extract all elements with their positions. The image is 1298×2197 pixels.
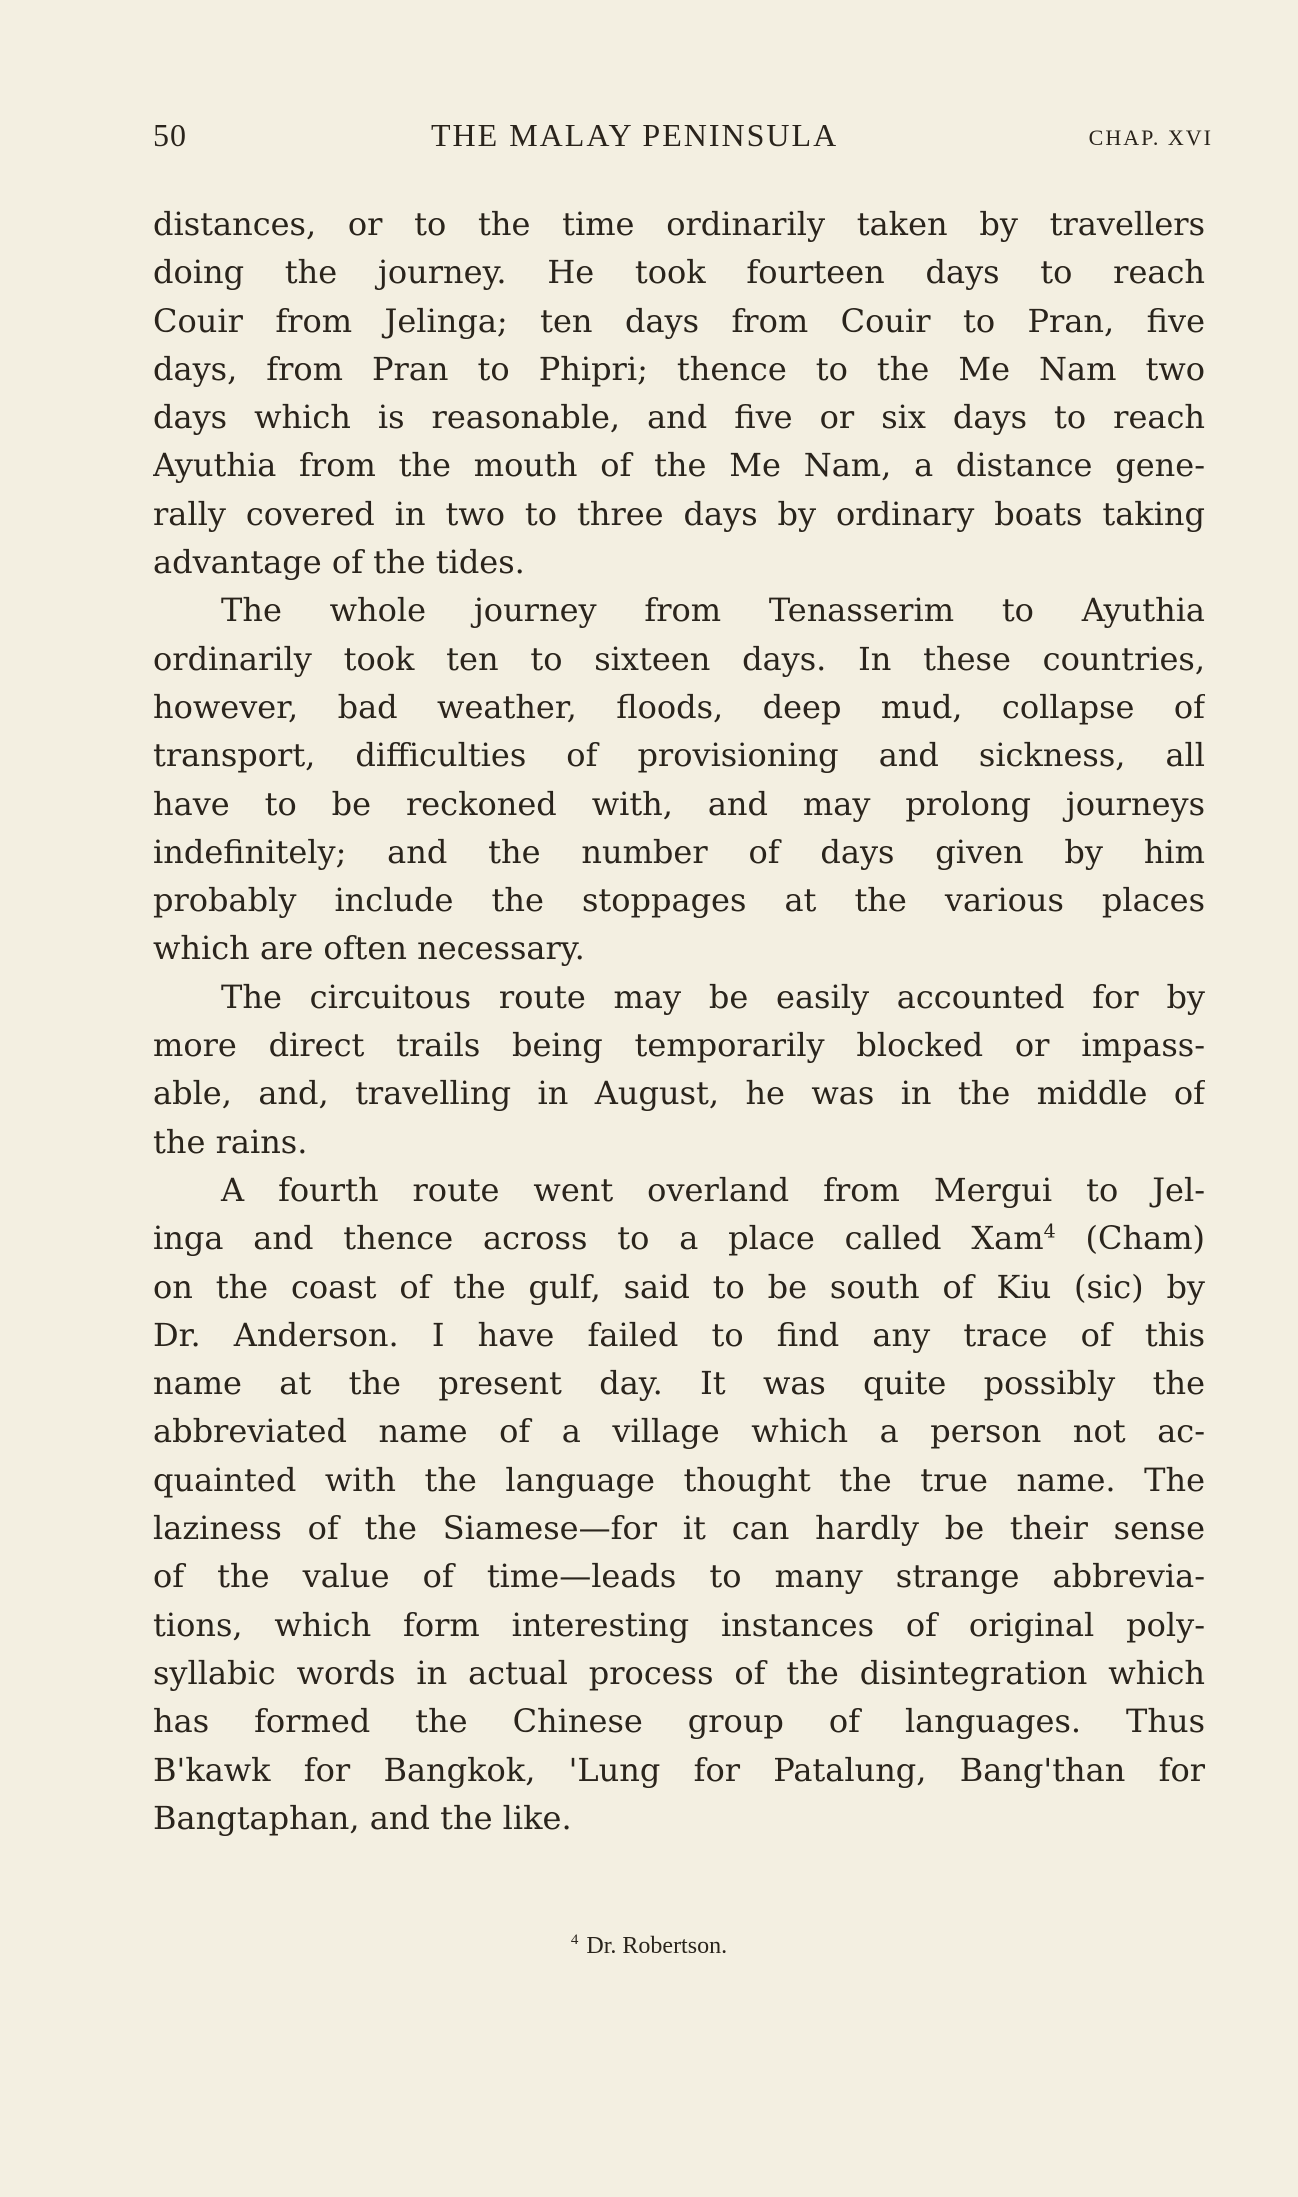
book-title: THE MALAY PENINSULA — [431, 117, 839, 153]
paragraph — [153, 200, 1205, 586]
text-line: tions, which form interesting instances of original poly- — [153, 1605, 1205, 1644]
body-text — [153, 200, 1205, 1842]
text-line: which are often necessary. — [153, 929, 585, 968]
text-line: Dr. Anderson. I have failed to find any trace of this — [153, 1315, 1205, 1354]
footnote-mark: 4 — [570, 1932, 579, 1948]
text-line: The whole journey from Tenasserim to Ayuthia — [221, 591, 1205, 630]
text-line: Ayuthia from the mouth of the Me Nam, a distance gene- — [153, 446, 1205, 485]
text-line: abbreviated name of a village which a person not ac- — [153, 1412, 1205, 1451]
paragraph — [153, 586, 1205, 972]
text-line: able, and, travelling in August, he was in the middle of — [153, 1074, 1205, 1113]
text-line: the rains. — [153, 1122, 308, 1161]
text-line: days which is reasonable, and five or six days to reach — [153, 398, 1205, 437]
text-line: The circuitous route may be easily accounted for by — [221, 977, 1205, 1016]
text-line: have to be reckoned with, and may prolong journeys — [153, 784, 1205, 823]
footnote-reference: 4 — [1043, 1220, 1056, 1243]
text-line: distances, or to the time ordinarily taken by travellers — [153, 205, 1205, 243]
text-line: of the value of time—leads to many strange abbrevia- — [153, 1557, 1205, 1596]
text-line: indefinitely; and the number of days given by him — [153, 832, 1205, 871]
footnote — [0, 1932, 1298, 1960]
text-line: doing the journey. He took fourteen days to reach — [153, 253, 1205, 292]
text-line: rally covered in two to three days by ordinary boats taking — [153, 494, 1205, 533]
text-segment: inga and thence across to a place called Xam — [153, 1219, 1044, 1258]
text-segment: (Cham) — [1085, 1219, 1205, 1258]
running-head — [153, 117, 1213, 165]
page-number: 50 — [153, 117, 187, 153]
footnote-text: Dr. Robertson. — [586, 1933, 728, 1959]
text-line: ordinarily took ten to sixteen days. In these countries, — [153, 639, 1205, 678]
text-line: however, bad weather, floods, deep mud, collapse of — [153, 687, 1205, 726]
text-line: quainted with the language thought the true name. The — [153, 1460, 1205, 1499]
text-line: A fourth route went overland from Mergui to Jel- — [221, 1170, 1205, 1209]
text-line: Couir from Jelinga; ten days from Couir to Pran, five — [153, 301, 1205, 340]
text-line: days, from Pran to Phipri; thence to the Me Nam two — [153, 349, 1205, 388]
paragraph — [153, 973, 1205, 1166]
text-line: syllabic words in actual process of the disintegration which — [153, 1653, 1205, 1692]
chapter-reference: CHAP. XVI — [1088, 125, 1213, 150]
paragraph — [153, 1166, 1205, 1842]
text-line: Bangtaphan, and the like. — [153, 1798, 572, 1837]
text-line: laziness of the Siamese—for it can hardly be their sense — [153, 1509, 1205, 1548]
text-line: more direct trails being temporarily blocked or impass- — [153, 1026, 1205, 1065]
text-line: on the coast of the gulf, said to be south of Kiu (sic) by — [153, 1267, 1205, 1306]
text-line: name at the present day. It was quite possibly the — [153, 1364, 1205, 1403]
text-line: probably include the stoppages at the various places — [153, 881, 1205, 920]
text-line-with-footnote-ref — [153, 1214, 1205, 1262]
text-line: has formed the Chinese group of languages. Thus — [153, 1702, 1205, 1741]
text-line: advantage of the tides. — [153, 543, 525, 582]
text-line: transport, difficulties of provisioning and sickness, all — [153, 736, 1205, 775]
text-line: B'kawk for Bangkok, 'Lung for Patalung, Bang'than for — [153, 1750, 1205, 1789]
